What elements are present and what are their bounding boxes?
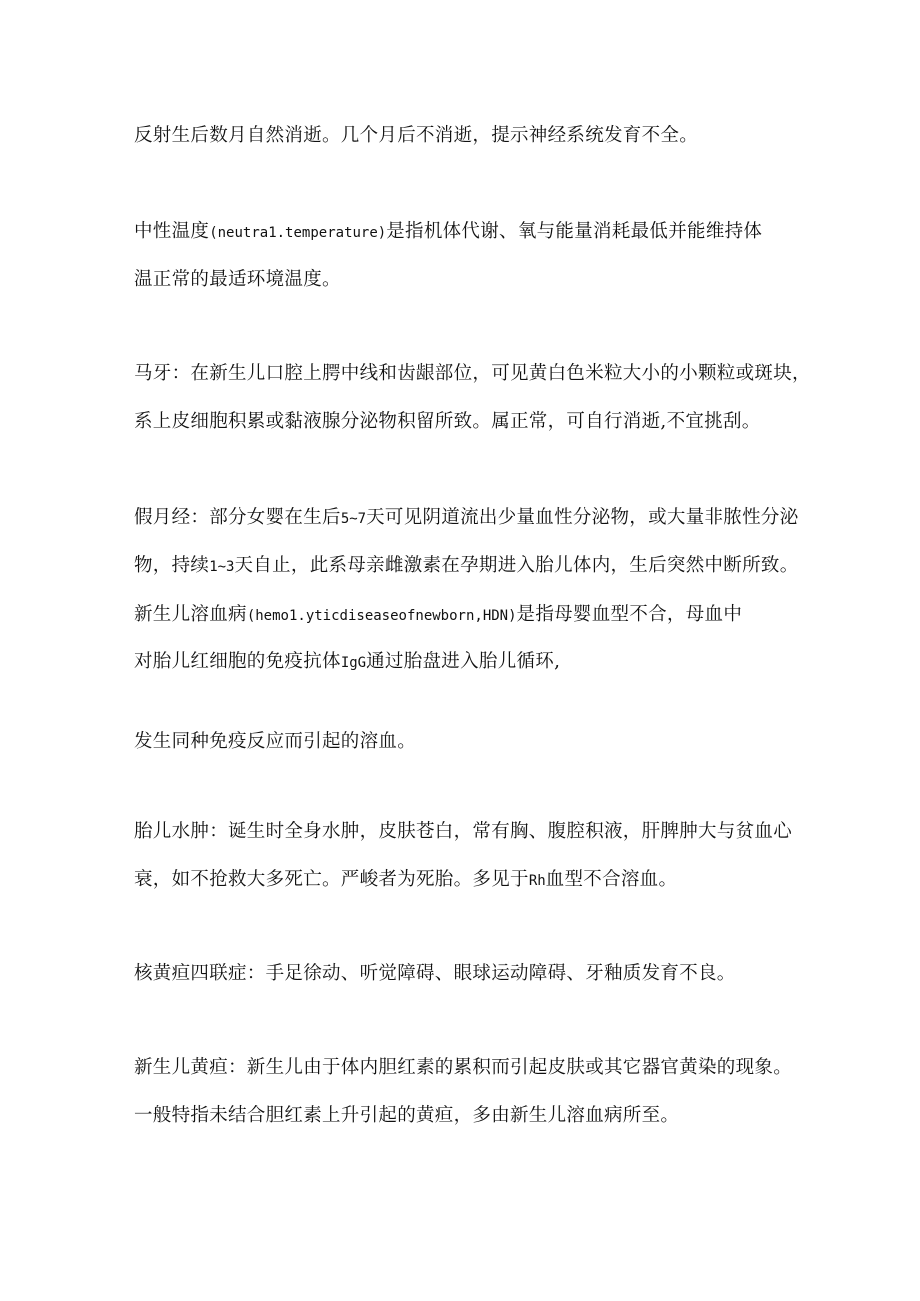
text-span: 衰，如不抢救大多死亡。严峻者为死胎。多见于 <box>134 869 529 890</box>
text-span: 血型不合溶血。 <box>545 869 678 890</box>
text-span: 假月经：部分女婴在生后 <box>134 507 341 528</box>
text-line: 发生同种免疫反应而引起的溶血。 <box>134 731 417 752</box>
text-span: 是指母婴血型不合，母血中 <box>516 604 743 625</box>
text-line: 温正常的最适环境温度。 <box>134 269 341 290</box>
text-span: 中性温度 <box>134 221 210 242</box>
text-line: 一般特指未结合胆红素上升引起的黄疸，多由新生儿溶血病所至。 <box>134 1105 680 1126</box>
text-span: 是指机体代谢、氧与能量消耗最低并能维持体 <box>386 221 763 242</box>
text-line: 胎儿水肿：诞生时全身水肿，皮肤苍白，常有胸、腹腔积液，肝脾肿大与贫血心 <box>134 821 793 842</box>
text-span: 物，持续 <box>134 555 210 576</box>
text-line: 系上皮细胞积累或黏液腺分泌物积留所致。属正常，可自行消逝,不宜挑刮。 <box>134 411 761 432</box>
text-line: 核黄疸四联症：手足徐动、听觉障碍、眼球运动障碍、牙釉质发育不良。 <box>134 963 736 984</box>
term-span: IgG <box>340 655 367 671</box>
text-span: 通过胎盘进入胎儿循环, <box>366 651 561 672</box>
text-line: 马牙：在新生儿口腔上腭中线和齿龈部位，可见黄白色米粒大小的小颗粒或斑块， <box>134 363 811 384</box>
text-span: 新生儿溶血病 <box>134 604 247 625</box>
text-span: 对胎儿红细胞的免疫抗体 <box>134 651 341 672</box>
term-span: Rh <box>528 873 546 889</box>
term-span: 5~7 <box>340 511 367 527</box>
text-line: 新生儿黄疸：新生儿由于体内胆红素的累积而引起皮肤或其它器官黄染的现象。 <box>134 1057 793 1078</box>
text-line: 反射生后数月自然消逝。几个月后不消逝，提示神经系统发育不全。 <box>134 125 699 146</box>
text-line <box>134 603 742 628</box>
term-span: 1~3 <box>209 559 235 575</box>
text-line <box>134 650 560 675</box>
text-span: 天自止，此系母亲雌激素在孕期进入胎儿体内，生后突然中断所致。 <box>234 555 799 576</box>
text-line <box>134 554 799 579</box>
text-line <box>134 220 762 245</box>
term-span: (hemo1.yticdiseaseofnewborn,HDN) <box>246 608 517 624</box>
text-line <box>134 506 799 531</box>
text-span: 天可见阴道流出少量血性分泌物，或大量非脓性分泌 <box>366 507 799 528</box>
term-span: (neutra1.temperature) <box>209 225 387 241</box>
text-line <box>134 868 677 893</box>
